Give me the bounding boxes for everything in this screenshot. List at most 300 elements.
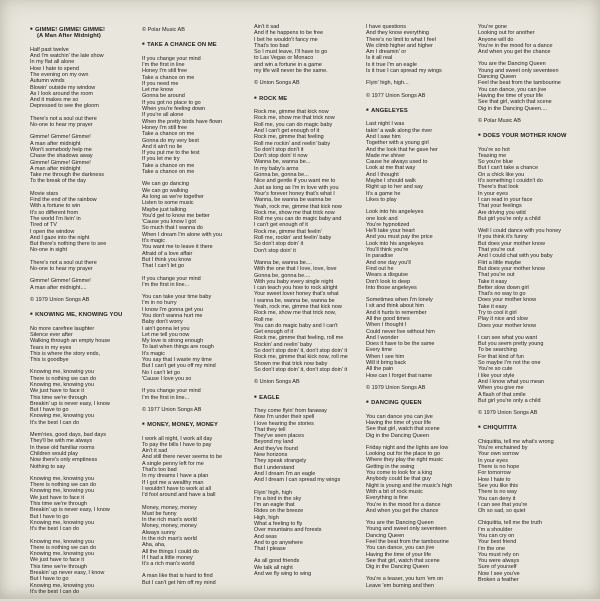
- lyric-line: But I can't take a chance: [478, 165, 539, 172]
- lyric-line: You're so hot: [478, 146, 510, 153]
- lyrics-column-3: [254, 24, 364, 583]
- stanza: [478, 228, 588, 329]
- lyric-line: How can I forget that name: [366, 372, 433, 379]
- stanza: [366, 80, 476, 86]
- stanza: [142, 505, 252, 568]
- lyric-line: Chase the shadows away: [30, 153, 93, 160]
- lyric-line: Where they play the right music: [366, 457, 444, 464]
- lyric-line: So much that I wanna do: [142, 225, 203, 232]
- lyric-line: Is it true I'm an eagle: [366, 61, 417, 68]
- square-bullet-icon: ■: [30, 26, 33, 31]
- lyric-line: Made me shiver: [366, 152, 406, 159]
- lyric-line: New horizons: [254, 452, 288, 459]
- lyric-line: Leave 'em burning and then: [366, 582, 435, 589]
- lyric-line: Try to cool it girl: [478, 309, 517, 316]
- lyric-line: You can take your time baby: [142, 294, 212, 301]
- lyric-line: You'd get to know me better: [142, 212, 210, 219]
- song-title-text: DANCING QUEEN: [371, 400, 422, 407]
- lyric-line: In paradise: [366, 253, 394, 260]
- lyric-line: In my flat all alone: [30, 59, 75, 66]
- song-title-text: KNOWING ME, KNOWING YOU: [35, 312, 123, 319]
- lyric-line: Listen to some music: [142, 200, 194, 207]
- lyric-line: Looking out for another: [478, 30, 535, 37]
- lyric-line: Take a chance on me: [142, 162, 195, 169]
- lyric-line: Blowin' outside my window: [30, 84, 96, 91]
- lyric-line: Right up to her and say: [366, 184, 423, 191]
- copyright-line: © Polar Music AB: [142, 27, 185, 33]
- lyric-line: No-one to hear my prayer: [30, 122, 93, 129]
- lyric-line: I can't get enough of it: [254, 222, 308, 229]
- lyric-line: I'm the one: [478, 545, 506, 552]
- lyric-line: Half past twelve: [30, 46, 69, 53]
- lyric-line: What a feeling to fly: [254, 521, 303, 527]
- lyric-line: Yeah, rock me, gimme that kick now: [254, 303, 342, 310]
- stanza: [142, 181, 252, 269]
- lyric-line: That you're out: [478, 272, 515, 279]
- stanza: [30, 191, 140, 254]
- lyric-line: You're hypnotized: [366, 221, 410, 228]
- song-title-text: TAKE A CHANCE ON ME: [147, 42, 217, 49]
- lyric-line: You were always: [478, 558, 520, 565]
- lyric-line: Together with a young girl: [366, 140, 429, 147]
- lyric-line: But I can't get him off my mind: [142, 579, 216, 586]
- lyric-line: Look into his angeleyes: [366, 240, 424, 247]
- lyric-line: Dancing Queen: [478, 74, 517, 81]
- lyric-line: In my baby's arms: [254, 165, 299, 172]
- lyric-line: You don't wanna hurt me: [142, 312, 203, 319]
- lyric-line: Teasing me: [478, 152, 507, 159]
- lyric-line: My love is strong enough: [142, 338, 204, 345]
- lyric-line: Are driving you wild: [478, 209, 526, 216]
- lyric-line: Last night I was: [366, 121, 405, 128]
- lyric-line: Rock me, show me that trick now,: [254, 310, 336, 317]
- stanza: [366, 414, 476, 439]
- lyric-line: There is nothing we can do: [30, 482, 97, 489]
- lyric-line: And they know everything: [366, 30, 429, 37]
- copyright-line: © 1979 Union Songs AB: [366, 384, 426, 391]
- lyric-line: Breakin' up is never easy, I know: [30, 400, 110, 407]
- lyric-line: If you got no place to go: [142, 99, 201, 106]
- lyric-line: If I had a little money: [142, 554, 193, 561]
- lyric-line: As all good friends: [254, 558, 300, 565]
- lyric-line: And I thought: [366, 171, 399, 178]
- stanza: [142, 56, 252, 176]
- lyric-line: They come flyin' from faraway: [254, 407, 327, 414]
- lyric-line: I can see what you want: [478, 334, 538, 341]
- lyric-line: When you're feeling down: [142, 106, 206, 113]
- lyric-line: Dig in the Dancing Queen....: [478, 105, 548, 112]
- lyric-line: Aha, aha,: [142, 542, 166, 549]
- lyric-line: And I wonder: [366, 334, 399, 341]
- stanza: [478, 439, 588, 515]
- lyric-line: Feel the beat from the tambourine: [478, 80, 561, 87]
- lyric-line: And it hurts to remember: [366, 309, 427, 316]
- lyric-line: And when you get the chance: [366, 507, 439, 514]
- copyright-line: © Polar Music AB: [478, 117, 521, 124]
- lyric-line: I can read in your face: [478, 196, 533, 203]
- stanza: [30, 476, 140, 533]
- lyric-line: And I know what you mean: [478, 378, 545, 385]
- lyric-line: Is it true I can spread my wings: [366, 68, 442, 75]
- lyric-line: There is no hope: [478, 464, 520, 471]
- lyric-line: No-one to hear my prayer: [30, 266, 93, 273]
- lyric-line: Having the time of your life: [366, 551, 432, 558]
- song-title: [366, 107, 476, 114]
- lyric-line: Roll me rockin' and reelin' baby: [254, 140, 331, 147]
- lyric-line: A man after midnight: [30, 140, 81, 147]
- song-title: [254, 95, 364, 102]
- lyric-line: We can go walking: [142, 187, 189, 194]
- song-title: [478, 424, 588, 431]
- lyric-line: And the look that he gave her: [366, 146, 438, 153]
- lyric-line: Having the time of your life: [478, 92, 544, 99]
- lyric-line: Now there's only emptiness: [30, 457, 98, 464]
- stanza: [254, 260, 364, 373]
- stanza: [366, 576, 476, 589]
- lyric-line: And if he happens to be free: [254, 30, 324, 37]
- lyric-line: Don't stop doin' it now: [254, 153, 308, 160]
- lyric-line: Take me through the darkness: [30, 172, 104, 179]
- stanza: [142, 436, 252, 499]
- lyric-line: That's too bad: [254, 42, 289, 49]
- stanza: [30, 326, 140, 364]
- lyric-line: Don't stop doin' it: [254, 247, 296, 254]
- lyric-line: So you're blue: [478, 159, 513, 166]
- lyric-line: That I can't let go: [142, 263, 185, 270]
- stanza: [142, 388, 252, 401]
- lyric-line: Knowing me, knowing you: [30, 582, 94, 589]
- lyric-line: We just have to face it: [30, 557, 85, 564]
- lyric-line: Take it easy: [478, 278, 508, 285]
- lyric-line: For that kind of fun: [478, 353, 524, 360]
- lyric-line: I know I'm gonna get you: [142, 306, 203, 313]
- lyric-line: But I understand: [254, 464, 295, 471]
- lyric-line: So don't stop doin' it, don't stop doin' it: [254, 366, 348, 373]
- lyric-line: But I have to go: [30, 576, 69, 583]
- lyric-line: No-one in sight: [30, 247, 67, 254]
- song-title-text: DOES YOUR MOTHER KNOW: [483, 133, 567, 140]
- lyric-line: Wanna, be wanna be wanna be: [254, 197, 332, 204]
- lyric-line: Sometimes when I'm lonely: [366, 297, 433, 304]
- stanza: [254, 490, 364, 553]
- lyric-line: Always sunny: [142, 529, 176, 536]
- lyric-line: Silence ever after: [30, 331, 73, 338]
- lyric-line: Look at me that way: [366, 165, 416, 172]
- lyric-line: I'm the first in line...: [142, 394, 190, 401]
- lyric-line: Friday night and the lights are low: [366, 444, 449, 451]
- lyric-line: You are the Dancing Queen: [366, 520, 434, 527]
- lyric-line: You can dance you can jive: [366, 413, 433, 420]
- lyric-line: You're gone: [478, 24, 507, 30]
- lyric-line: As I look around the room: [30, 90, 93, 97]
- lyric-line: to Las Vegas or Monaco: [254, 55, 314, 62]
- lyric-line: There is nothing we can do: [30, 375, 97, 382]
- lyric-line: Does your mother know: [478, 297, 537, 304]
- lyric-line: Don't look to deep: [366, 278, 411, 285]
- lyric-line: When the pretty birds have flown: [142, 118, 223, 125]
- lyric-line: In your eyes: [478, 190, 508, 197]
- square-bullet-icon: ■: [142, 41, 145, 47]
- lyric-line: Gimme! Gimme! Gimme!: [30, 159, 91, 166]
- lyric-line: Rockin' and reelin' baby: [254, 341, 313, 348]
- stanza: [366, 445, 476, 514]
- lyric-line: Wanna be, wanna be...: [254, 159, 311, 166]
- lyric-line: All the pain: [366, 366, 394, 373]
- stanza: [478, 520, 588, 583]
- stanza: [478, 335, 588, 404]
- lyric-line: It's so different from: [30, 209, 79, 216]
- lyric-line: When I thought I: [366, 322, 407, 329]
- lyric-line: There's that look: [478, 184, 519, 191]
- lyric-line: Feel the beat from the tambourine: [366, 539, 449, 545]
- lyric-line: Roll me, you can do magic baby: [254, 121, 333, 128]
- lyric-line: How I hate to spend: [30, 65, 79, 72]
- copyright-line: © Union Songs AB: [254, 379, 300, 386]
- copyright-line: © 1977 Union Songs AB: [366, 92, 426, 99]
- lyric-line: To the break of the day: [30, 178, 86, 185]
- lyric-line: But girl you're only a child: [478, 215, 541, 222]
- song-title: [142, 41, 252, 48]
- lyric-line: How I hate to: [478, 476, 511, 483]
- stanza: [478, 147, 588, 223]
- lyric-line: No I can't let go: [142, 369, 181, 376]
- lyric-line: I wouldn't have to work at all: [142, 485, 211, 492]
- lyric-line: Chiquitita, tell me the truth: [478, 520, 542, 527]
- lyric-line: If you're all alone: [142, 112, 184, 119]
- lyric-line: Gonna be, gonna be....: [254, 272, 311, 279]
- lyric-line: Is it all real: [366, 55, 393, 62]
- lyric-line: Roll me you can do magic baby and: [254, 216, 342, 223]
- lyric-line: When I see him: [366, 353, 405, 360]
- lyric-line: Play it nice and slow: [478, 316, 528, 323]
- stanza: [478, 24, 588, 55]
- lyric-line: You're in the mood for a dance: [478, 42, 553, 49]
- lyric-line: It's magic: [142, 350, 166, 357]
- lyric-line: Rock me, gimme that feelin': [254, 228, 322, 235]
- lyrics-column-5: [478, 24, 588, 589]
- lyric-line: But I can't get you off my mind: [142, 363, 216, 370]
- lyric-line: A man after midnight....: [30, 284, 87, 291]
- lyric-line: Over mountains and forests: [254, 527, 322, 534]
- lyric-line: And I'm watchin' the late show: [30, 53, 104, 60]
- lyric-line: Cause he always used to: [366, 159, 428, 166]
- stanza: [30, 47, 140, 110]
- lyric-line: Flyin' high, high: [254, 489, 293, 496]
- lyric-line: And seas: [254, 533, 277, 540]
- lyric-line: This is goodbye: [30, 357, 69, 364]
- lyric-line: Rock me, show me that trick now: [254, 209, 335, 216]
- lyric-line: Does your mother know: [478, 322, 537, 329]
- lyric-line: You can cry on: [478, 533, 515, 539]
- lyric-line: And they've found: [254, 445, 298, 452]
- square-bullet-icon: ■: [366, 399, 369, 405]
- song-title: [142, 421, 252, 428]
- lyric-line: Flirt a little maybe: [478, 259, 522, 266]
- lyric-line: Let me know: [142, 87, 174, 94]
- lyric-line: See that girl, watch that scene: [366, 426, 440, 433]
- lyric-line: If you need me: [142, 80, 179, 87]
- lyric-line: When I dream I'm alone with you: [142, 231, 222, 238]
- lyric-line: That's too bad: [142, 467, 177, 474]
- lyric-line: You must rely on: [478, 551, 519, 558]
- lyric-line: I'm a shoulder: [478, 526, 513, 533]
- lyric-line: In my dreams I have a plan: [142, 473, 209, 480]
- lyric-line: If you change your mind: [142, 388, 201, 395]
- lyric-line: Likes to play: [366, 196, 397, 203]
- lyric-line: So don't stop doin' it: [254, 241, 304, 248]
- lyric-line: Find out he: [366, 265, 394, 272]
- lyric-line: A single penny left for me: [142, 460, 204, 467]
- lyric-line: Won't somebody help me: [30, 146, 92, 153]
- lyric-line: Gimme! Gimme! Gimme!: [30, 278, 91, 285]
- lyric-line: Anyone will do: [478, 36, 514, 43]
- lyric-line: Does it have to be the same: [366, 341, 435, 348]
- lyric-line: one look and: [366, 215, 398, 222]
- stanza: [366, 209, 476, 291]
- lyric-line: A man after midnight: [30, 165, 81, 172]
- lyric-line: 'Cause I love you so: [142, 375, 192, 382]
- lyric-line: Gonna be, gonna be...: [254, 172, 309, 179]
- lyric-line: See that girl, watch that scene: [366, 557, 440, 564]
- lyric-line: Money, money, money: [142, 504, 197, 511]
- lyric-line: Your best friend: [478, 539, 517, 546]
- stanza: [30, 116, 140, 129]
- lyric-line: Breakin' up is never easy, I know: [30, 507, 110, 514]
- lyric-line: They've seen places: [254, 433, 304, 440]
- lyric-line: If you change your mind: [142, 55, 201, 62]
- lyric-line: Breakin' up never easy, I know: [30, 570, 105, 576]
- lyric-line: Better slow down girl: [478, 284, 529, 291]
- lyric-line: But there's nothing there to see: [30, 241, 107, 248]
- lyric-line: Rides on the breeze: [254, 508, 304, 515]
- stanza: [142, 294, 252, 382]
- lyric-line: And I dream I can spread my wings: [254, 477, 341, 484]
- lyric-line: It's something I couldn't do: [478, 178, 543, 185]
- lyric-line: and win a fortune in a game: [254, 61, 322, 68]
- lyric-line: Movie stars: [30, 190, 59, 197]
- lyric-line: But does your mother know: [478, 240, 545, 247]
- lyric-line: Honey I'm still free: [142, 68, 188, 75]
- lyric-line: See you like this: [478, 482, 519, 489]
- lyric-line: High, high: [254, 514, 279, 521]
- lyric-line: You can dance, you can jive: [478, 86, 547, 93]
- lyric-line: That I please: [254, 546, 286, 553]
- lyric-line: That they tell: [254, 426, 286, 433]
- song-title-text: MONEY, MONEY, MONEY: [147, 422, 218, 429]
- lyric-line: Mem'ries, good days, bad days: [30, 432, 106, 439]
- song-title-text: ANGELEYES: [371, 107, 408, 114]
- lyric-line: This is where the story ends,: [30, 350, 101, 357]
- lyric-line: Yeah, rock me, gimme that kick now: [254, 203, 342, 210]
- square-bullet-icon: ■: [30, 311, 33, 317]
- lyric-line: You're in the mood for a dance: [366, 501, 441, 508]
- square-bullet-icon: ■: [366, 106, 369, 112]
- lyric-line: That you're out: [478, 247, 515, 254]
- lyrics-column-2: [142, 24, 252, 592]
- stanza: [254, 558, 364, 577]
- lyric-line: To last when things are rough: [142, 344, 214, 351]
- lyric-line: I'm in no hurry: [142, 300, 177, 307]
- lyric-line: With a bit of rock music: [366, 488, 423, 495]
- lyric-line: You can do magic baby and I can't: [254, 322, 338, 329]
- lyric-line: Into those angeleyes: [366, 284, 417, 291]
- lyric-line: Chiquitita, tell me what's wrong: [478, 438, 554, 445]
- lyric-line: Dig in the Dancing Queen: [366, 564, 429, 571]
- lyric-line: In the rich man's world: [142, 517, 197, 524]
- lyric-line: I love hearing the stories: [254, 420, 314, 427]
- lyric-line: Take a chance on me: [142, 131, 195, 138]
- lyric-line: Knowing me, knowing you: [30, 413, 94, 420]
- stanza: [254, 109, 364, 254]
- lyric-line: Rock me, gimme that kick now, roll me: [254, 354, 348, 361]
- lyric-line: I work all night, I work all day: [142, 435, 213, 442]
- stanza: [142, 276, 252, 289]
- lyric-line: You can deny it: [478, 495, 516, 502]
- lyric-line: If you change your mind: [142, 275, 201, 282]
- lyric-line: Every time: [366, 347, 392, 354]
- lyric-line: But you seem pretty young: [478, 341, 544, 348]
- lyric-line: Dig in the Dancing Queen: [366, 432, 429, 439]
- lyric-line: Broken a feather: [478, 577, 519, 584]
- lyric-line: There is nothing we can do: [30, 544, 97, 551]
- stanza: [30, 369, 140, 426]
- lyric-line: Ain't it sad: [254, 24, 280, 30]
- lyric-line: Now I'm under their spell: [254, 414, 315, 421]
- lyric-line: Knowing me, knowing you: [30, 538, 94, 545]
- lyric-line: You come to look for a king: [366, 470, 433, 477]
- lyric-line: You're a teaser, you turn 'em on: [366, 576, 444, 583]
- lyric-line: So I must leave, I'll have to go: [254, 49, 328, 56]
- lyric-line: Afraid of a love affair: [142, 250, 193, 257]
- lyric-line: Walking through an empty house: [30, 338, 111, 345]
- lyric-line: Money, money, money: [142, 523, 197, 530]
- lyric-line: Beyond my land: [254, 439, 294, 446]
- lyric-line: And one day you'll: [366, 259, 411, 266]
- stanza: [254, 24, 364, 74]
- song-title: [30, 311, 140, 318]
- stanza: [30, 278, 140, 291]
- song-title-text: ROCK ME: [259, 95, 288, 102]
- lyric-line: Tears in my eyes: [30, 344, 72, 351]
- lyric-line: Must be funny: [142, 510, 177, 517]
- stanza: [30, 539, 140, 596]
- lyric-line: And it ain't no lie: [142, 143, 183, 150]
- lyric-line: Wanna be, wanna be....: [254, 259, 312, 266]
- lyric-line: Children would play: [30, 450, 78, 457]
- lyric-line: And it makes me so: [30, 97, 79, 104]
- lyric-line: Everything is fine: [366, 495, 408, 502]
- lyric-line: With the one that I love, love, love: [254, 266, 337, 273]
- lyric-line: Gonna do my very best: [142, 137, 199, 144]
- stanza: [30, 432, 140, 470]
- lyric-line: Roll me: [254, 316, 273, 323]
- lyric-line: Let me tell you now: [142, 331, 190, 338]
- lyric-line: I can see that you're: [478, 501, 528, 508]
- lyric-line: If you think it's funny: [478, 234, 528, 241]
- lyric-line: I ain't gonna let you: [142, 325, 190, 332]
- stanza: [142, 573, 252, 586]
- stanza: [30, 134, 140, 184]
- lyric-line: Flyin' high, high...: [366, 80, 409, 87]
- lyric-line: Night is young and the music's high: [366, 482, 453, 489]
- square-bullet-icon: ■: [142, 421, 145, 427]
- lyric-line: So don't stop don't it: [254, 146, 304, 153]
- lyric-line: A flash of that smile: [478, 391, 526, 398]
- lyric-line: Wears a disguise: [366, 272, 409, 279]
- lyric-line: Take a chance on me: [142, 169, 195, 176]
- lyric-line: A man like that is hard to find: [142, 573, 213, 580]
- lyric-line: So don't stop doin' it, don't stop doin' it: [254, 348, 348, 355]
